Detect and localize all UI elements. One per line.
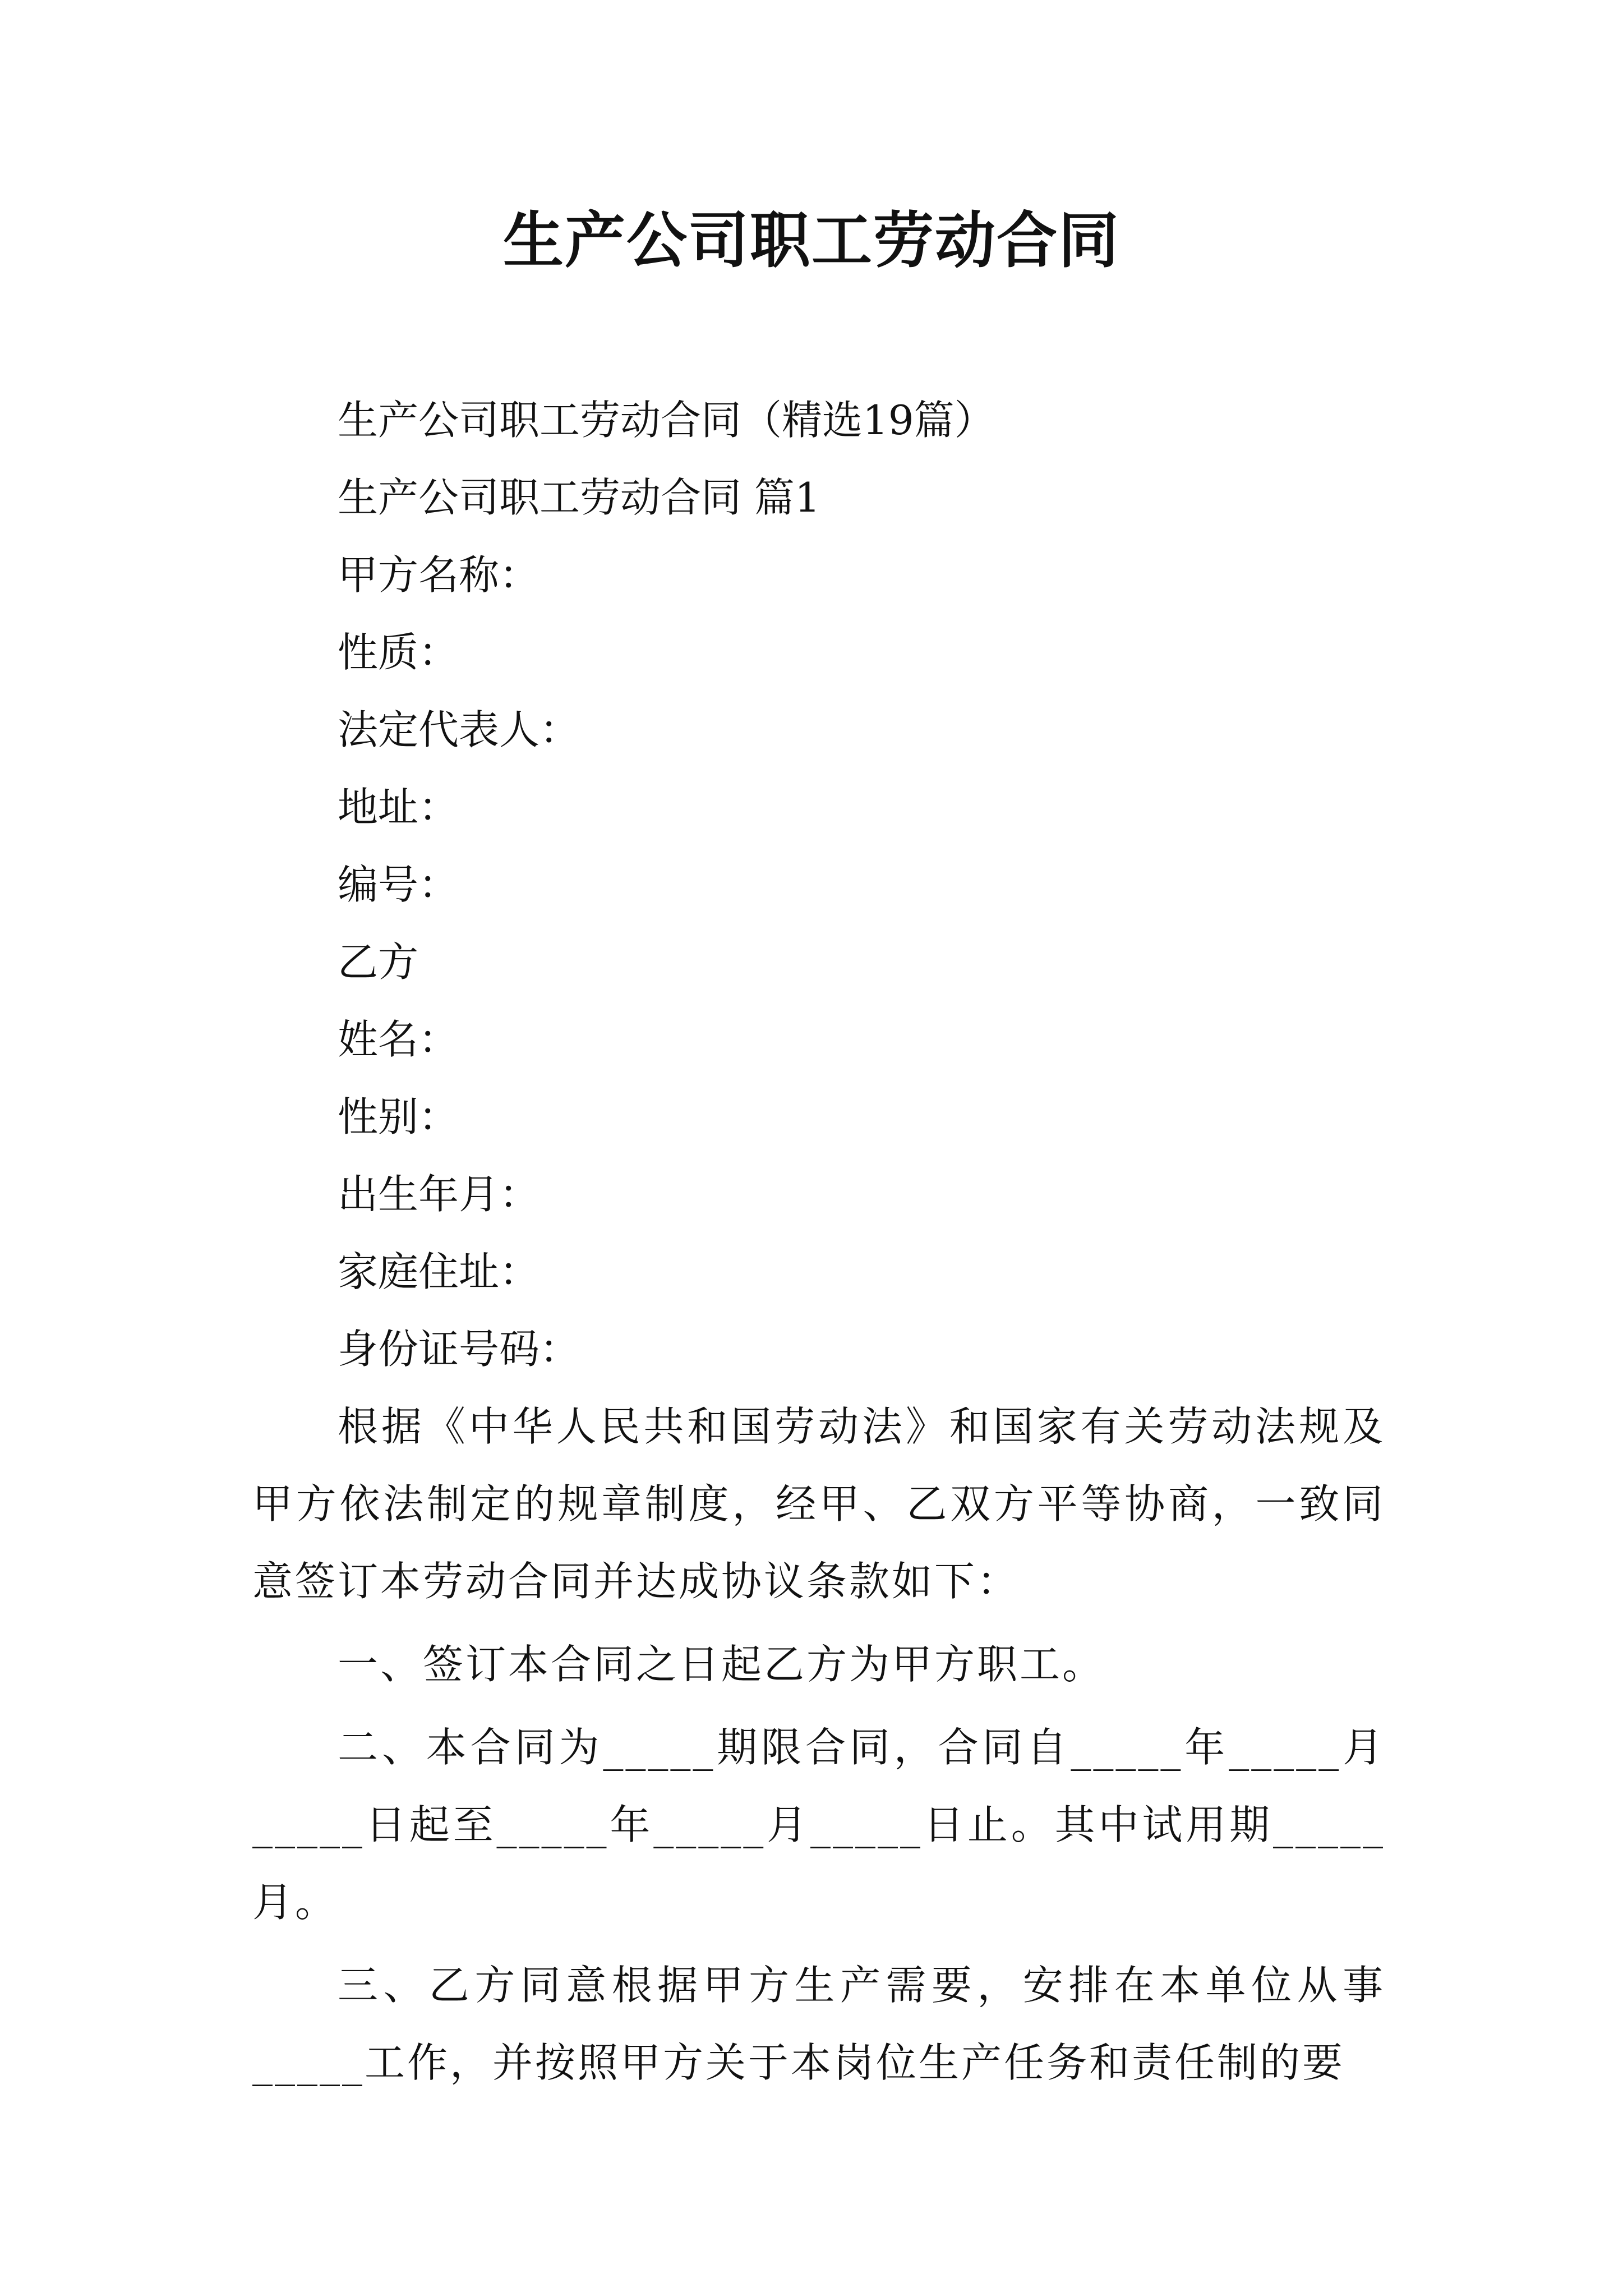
- field-birth-date: 出生年月：: [338, 1171, 540, 1218]
- field-id-number: 身份证号码：: [338, 1326, 580, 1373]
- document-body: [252, 381, 1385, 2101]
- field-number: 编号：: [338, 861, 459, 908]
- field-home-address: 家庭住址：: [338, 1248, 540, 1295]
- paragraph-clause-1: 一、签订本合同之日起乙方为甲方职工。: [338, 1641, 1105, 1688]
- section-heading: 生产公司职工劳动合同 篇1: [338, 474, 820, 521]
- field-legal-representative: 法定代表人：: [338, 706, 580, 753]
- field-address: 地址：: [338, 784, 459, 831]
- paragraph-clause-2: 二、本合同为_____期限合同，合同自_____年_____月_____日起至_____年_____月_____日止。其中试用期_____月。: [252, 1724, 1385, 1926]
- document-title: 生产公司职工劳动合同: [502, 206, 1120, 276]
- field-name: 姓名：: [338, 1016, 459, 1063]
- field-party-b: 乙方: [338, 938, 419, 986]
- document-subtitle: 生产公司职工劳动合同（精选19篇）: [338, 397, 995, 444]
- field-gender: 性别：: [338, 1093, 459, 1140]
- paragraph-preamble: 根据《中华人民共和国劳动法》和国家有关劳动法规及甲方依法制定的规章制度，经甲、乙双方平等协商，一致同意签订本劳动合同并达成协议条款如下：: [252, 1403, 1385, 1605]
- paragraph-clause-3: 三、乙方同意根据甲方生产需要，安排在本单位从事_____工作，并按照甲方关于本岗位生产任务和责任制的要: [252, 1962, 1385, 2086]
- field-nature: 性质：: [338, 629, 459, 676]
- field-party-a-name: 甲方名称：: [338, 551, 540, 599]
